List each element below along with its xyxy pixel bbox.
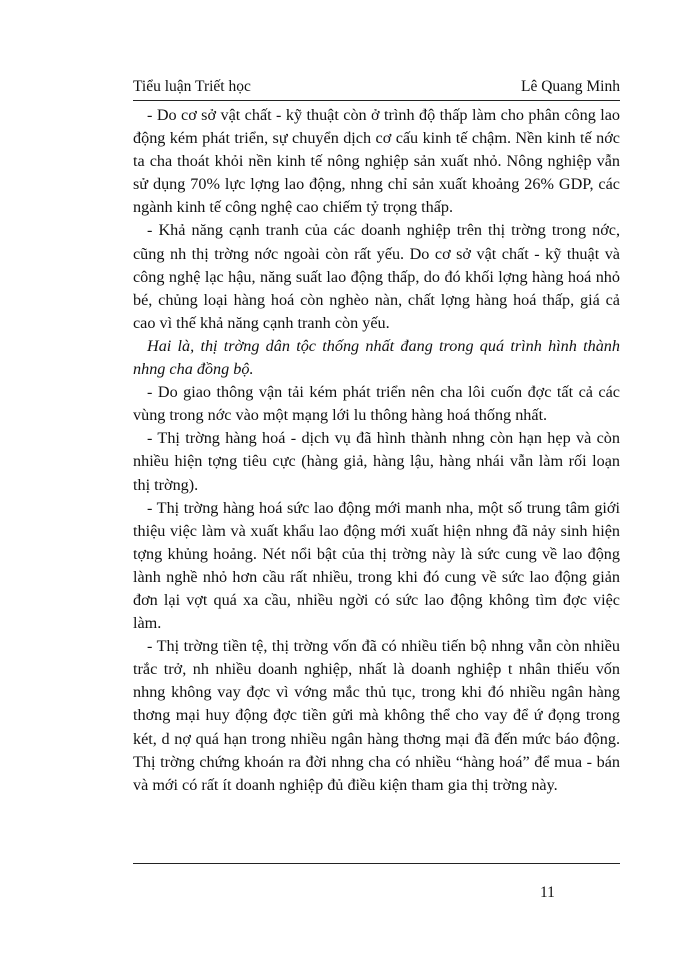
page-number: 11 <box>540 884 555 901</box>
paragraph: - Do cơ sở vật chất - kỹ thuật còn ở trình độ thấp làm cho phân công lao động kém phát triển, sự chuyển dịch cơ cấu kinh tế chậm. Nền kinh tế nớc ta cha thoát khỏi nền kinh tế nông nghiệp sản xuất nhỏ. Nông nghiệp vẫn sử dụng 70% lực lợng lao động, nhng chỉ sản xuất khoảng 26% GDP, các ngành kinh tế công nghệ cao chiếm tỷ trọng thấp. <box>133 106 620 217</box>
paragraph-italic-heading: Hai là, thị trờng dân tộc thống nhất đang trong quá trình hình thành nhng cha đồng bộ. <box>133 336 620 379</box>
footer-divider <box>133 863 620 864</box>
paragraph: - Khả năng cạnh tranh của các doanh nghiệp trên thị trờng trong nớc, cũng nh thị trờng nớc ngoài còn rất yếu. Do cơ sở vật chất - kỹ thuật và công nghệ lạc hậu, năng suất lao động thấp, do đó khối lợng hàng hoá nhỏ bé, chủng loại hàng hoá còn nghèo nàn, chất lợng hàng hoá thấp, giá cả cao vì thế khả năng cạnh tranh còn yếu. <box>133 221 620 332</box>
body-text <box>133 104 620 797</box>
header-title: Tiểu luận Triết học <box>133 78 251 95</box>
paragraph: - Thị trờng hàng hoá sức lao động mới manh nha, một số trung tâm giới thiệu việc làm và xuất khẩu lao động mới xuất hiện nhng đã nảy sinh hiện tợng khủng hoảng. Nét nổi bật của thị trờng này là sức cung về lao động lành nghề nhỏ hơn cầu rất nhiều, trong khi đó cung về sức lao động giản đơn lại vợt quá xa cầu, nhiều ngời có sức lao động không tìm đợc việc làm. <box>133 498 620 633</box>
paragraph: - Do giao thông vận tải kém phát triển nên cha lôi cuốn đợc tất cả các vùng trong nớc vào một mạng lới lu thông hàng hoá thống nhất. <box>133 383 620 425</box>
page-header <box>133 78 620 101</box>
header-author: Lê Quang Minh <box>520 78 620 95</box>
paragraph: - Thị trờng hàng hoá - dịch vụ đã hình thành nhng còn hạn hẹp và còn nhiều hiện tợng tiêu cực (hàng giả, hàng lậu, hàng nhái vẫn làm rối loạn thị trờng). <box>133 429 620 494</box>
paragraph: - Thị trờng tiền tệ, thị trờng vốn đã có nhiều tiến bộ nhng vẫn còn nhiều trắc trở, nh nhiều doanh nghiệp, nhất là doanh nghiệp t nhân thiếu vốn nhng không vay đợc vì vớng mắc thủ tục, trong khi đó nhiều ngân hàng thơng mại huy động đợc tiền gửi mà không thể cho vay để ứ đọng trong két, d nợ quá hạn trong nhiều ngân hàng thơng mại đã đến mức báo động. Thị trờng chứng khoán ra đời nhng cha có nhiều “hàng hoá” để mua - bán và mới có rất ít doanh nghiệp đủ điều kiện tham gia thị trờng này. <box>133 637 620 794</box>
